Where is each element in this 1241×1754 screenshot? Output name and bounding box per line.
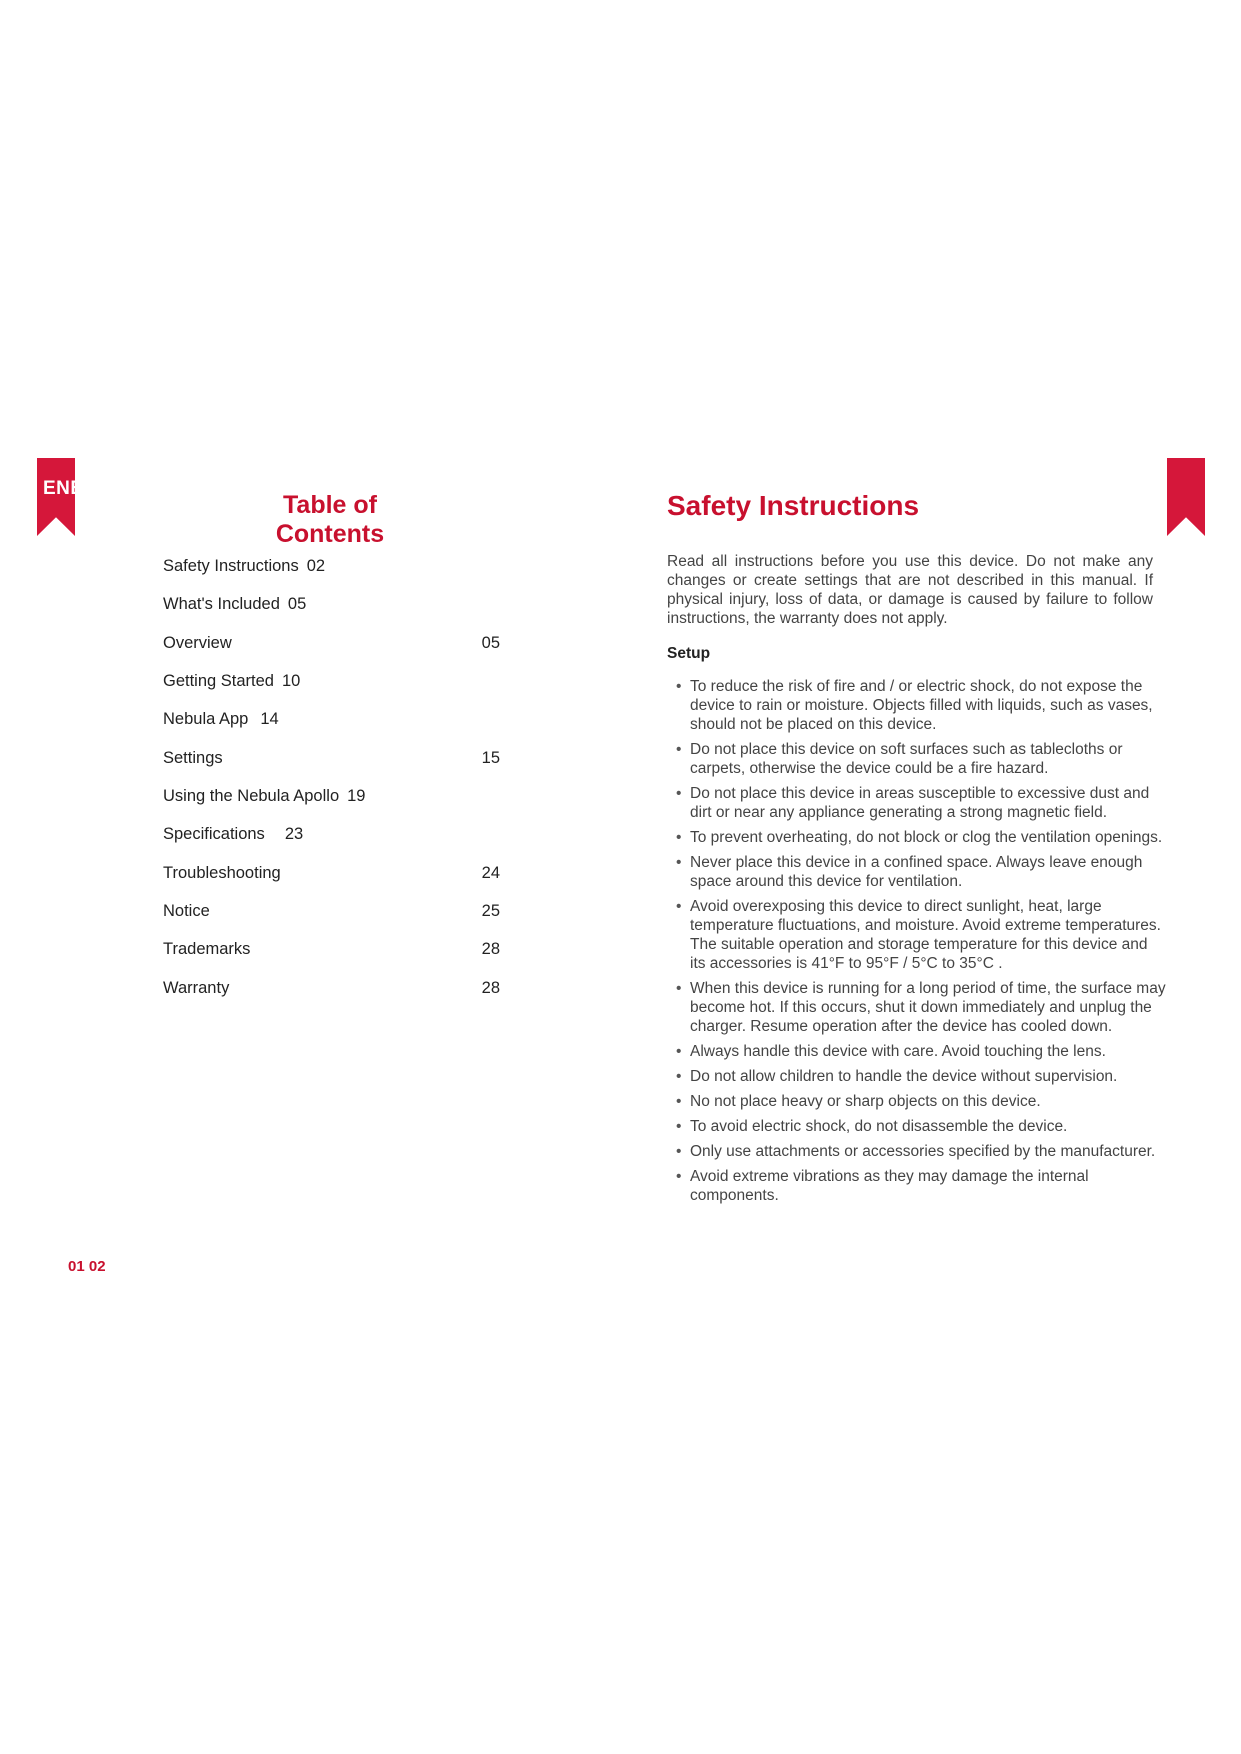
- toc-item[interactable]: [163, 710, 279, 729]
- toc-item-page: 28: [481, 940, 500, 958]
- safety-bullet: [667, 1092, 1167, 1111]
- setup-heading: Setup: [667, 645, 711, 662]
- toc-item-page: 15: [481, 749, 500, 767]
- toc-item[interactable]: [163, 787, 365, 806]
- safety-bullet-text: To prevent overheating, do not block or clog the ventilation openings.: [690, 829, 1163, 846]
- toc-item-label: Troubleshooting: [163, 864, 281, 882]
- toc-item-page: 14: [260, 710, 279, 728]
- toc-item-page: 24: [481, 864, 500, 882]
- bullet-dot-icon: •: [676, 898, 682, 915]
- toc-item-page: 02: [306, 557, 326, 575]
- bullet-dot-icon: •: [676, 741, 682, 758]
- safety-bullet: [667, 1142, 1167, 1161]
- safety-title: Safety Instructions: [667, 490, 920, 521]
- safety-bullet: [667, 740, 1167, 778]
- toc-item[interactable]: [163, 864, 281, 883]
- safety-bullet: [667, 1167, 1167, 1205]
- safety-bullet-text: Always handle this device with care. Avoid touching the lens.: [690, 1043, 1106, 1060]
- bullet-dot-icon: •: [676, 1093, 682, 1110]
- toc-item[interactable]: [163, 749, 223, 768]
- safety-bullet: [667, 1117, 1167, 1136]
- toc-item-label: What's Included: [163, 595, 280, 613]
- toc-item[interactable]: [163, 672, 300, 691]
- toc-item-page: 28: [481, 979, 500, 997]
- bullet-dot-icon: •: [676, 854, 682, 871]
- safety-bullet-text: To avoid electric shock, do not disassemble the device.: [690, 1118, 1068, 1135]
- safety-bullet-list: [667, 677, 1167, 1211]
- safety-bullet-text: No not place heavy or sharp objects on this device.: [690, 1093, 1041, 1110]
- toc-item[interactable]: [163, 979, 229, 998]
- toc-item-page: 05: [481, 634, 500, 652]
- safety-bullet: [667, 677, 1167, 734]
- toc-title: Table of Contents: [275, 491, 385, 548]
- safety-intro: Read all instructions before you use this device. Do not make any changes or create settings that are not described in this manual. If physical injury, loss of data, or damage is caused by failure to follow instructions, the warranty does not apply.: [667, 553, 1153, 627]
- toc-item[interactable]: [163, 557, 325, 576]
- bullet-dot-icon: •: [676, 785, 682, 802]
- bullet-dot-icon: •: [676, 1168, 682, 1185]
- safety-bullet-text: Avoid overexposing this device to direct sunlight, heat, large temperature fluctuations, and moisture. Avoid extreme temperatures. The suitable operation and storage temperature for this device and its accessories is 41°F to 95°F / 5°C to 35°C .: [690, 898, 1161, 972]
- bookmark-ribbon: [1167, 458, 1205, 536]
- toc-item-label: Trademarks: [163, 940, 251, 958]
- language-label: ENE: [43, 478, 84, 499]
- safety-bullet: [667, 979, 1167, 1036]
- bullet-dot-icon: •: [676, 1118, 682, 1135]
- toc-item-page: 25: [481, 902, 500, 920]
- bullet-dot-icon: •: [676, 829, 682, 846]
- toc-item-page: 05: [287, 595, 307, 613]
- safety-bullet: [667, 1042, 1167, 1061]
- safety-bullet-text: Avoid extreme vibrations as they may damage the internal components.: [690, 1168, 1089, 1204]
- toc-item-page: 19: [347, 787, 366, 805]
- bullet-dot-icon: •: [676, 1043, 682, 1060]
- safety-bullet: [667, 897, 1167, 973]
- safety-bullet-text: When this device is running for a long period of time, the surface may become hot. If this occurs, shut it down immediately and unplug the charger. Resume operation after the device has cooled down.: [690, 980, 1166, 1035]
- toc-item-label: Using the Nebula Apollo: [163, 787, 340, 805]
- safety-bullet-text: Do not allow children to handle the device without supervision.: [690, 1068, 1118, 1085]
- safety-bullet: [667, 828, 1167, 847]
- toc-item[interactable]: [163, 825, 303, 844]
- safety-bullet-text: Do not place this device on soft surfaces such as tablecloths or carpets, otherwise the device could be a fire hazard.: [690, 741, 1123, 777]
- safety-bullet-text: To reduce the risk of fire and / or electric shock, do not expose the device to rain or moisture. Objects filled with liquids, such as vases, should not be placed on this device.: [690, 678, 1153, 733]
- toc-item-label: Notice: [163, 902, 210, 920]
- toc-item[interactable]: [163, 902, 210, 921]
- safety-bullet-text: Never place this device in a confined space. Always leave enough space around this device for ventilation.: [690, 854, 1143, 890]
- toc-item[interactable]: [163, 940, 250, 959]
- safety-bullet: [667, 1067, 1167, 1086]
- toc-item-label: Safety Instructions: [163, 557, 299, 575]
- safety-bullet: [667, 784, 1167, 822]
- bullet-dot-icon: •: [676, 1068, 682, 1085]
- toc-item-page: 23: [284, 825, 304, 843]
- toc-item-label: Warranty: [163, 979, 230, 997]
- toc-item-label: Specifications: [163, 825, 265, 843]
- toc-item-page: 10: [281, 672, 301, 690]
- safety-bullet-text: Only use attachments or accessories specified by the manufacturer.: [690, 1143, 1156, 1160]
- bullet-dot-icon: •: [676, 1143, 682, 1160]
- page-numbers: 01 02: [68, 1258, 106, 1275]
- toc-item[interactable]: [163, 634, 232, 653]
- safety-bullet-text: Do not place this device in areas susceptible to excessive dust and dirt or near any appliance generating a strong magnetic field.: [690, 785, 1150, 821]
- bullet-dot-icon: •: [676, 678, 682, 695]
- toc-item-label: Settings: [163, 749, 223, 767]
- toc-item[interactable]: [163, 595, 306, 614]
- toc-item-label: Nebula App: [163, 710, 249, 728]
- toc-item-label: Getting Started: [163, 672, 274, 690]
- toc-item-label: Overview: [163, 634, 232, 652]
- bullet-dot-icon: •: [676, 980, 682, 997]
- safety-bullet: [667, 853, 1167, 891]
